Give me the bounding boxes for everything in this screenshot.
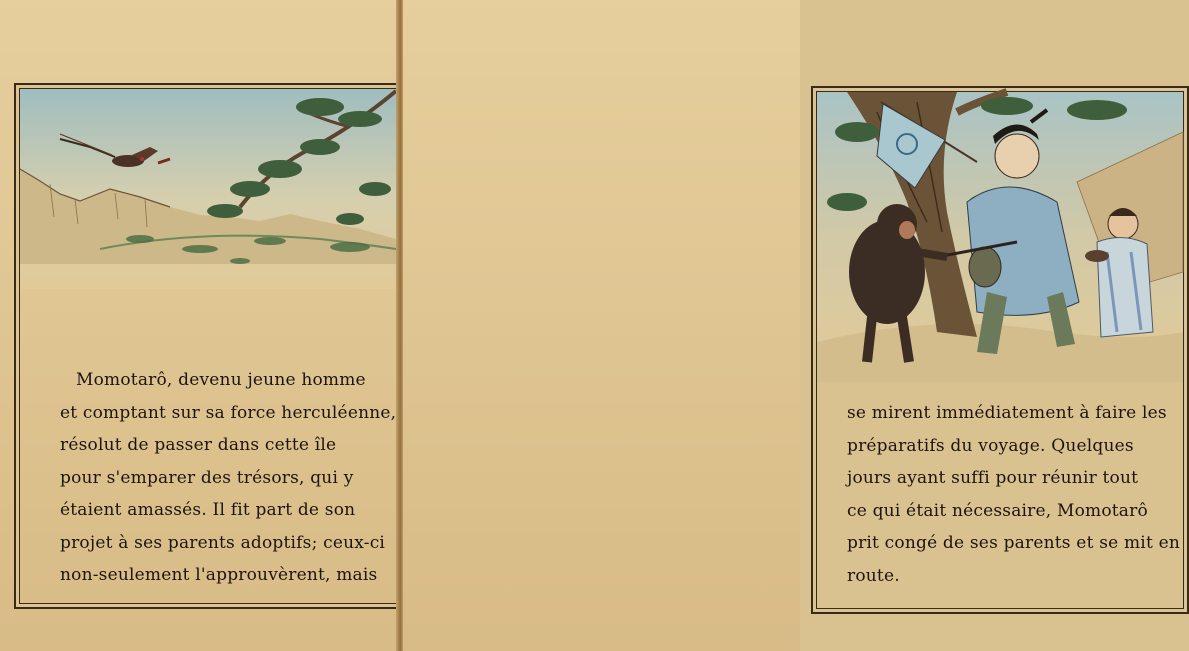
left-page-text [60,364,395,592]
text-line: route. [847,565,900,586]
momotaro-illustration [817,92,1183,382]
text-line: pour s'emparer des trésors, qui y [60,467,354,488]
text-line: ce qui était nécessaire, Momotarô [847,500,1148,521]
left-page [0,0,400,651]
text-line: préparatifs du voyage. Quelques [847,435,1134,456]
right-page-text [847,397,1180,592]
left-page-frame [14,83,402,609]
text-line: étaient amassés. Il fit part de son [60,500,356,520]
right-page [403,0,1180,651]
text-line: non-seulement l'approuvèrent, mais [60,565,378,585]
text-line: projet à ses parents adoptifs; ceux-ci [60,532,386,553]
text-line: prit congé de ses parents et se mit en [847,533,1180,553]
text-line: Momotarô, devenu jeune homme [76,370,366,390]
right-page-frame [811,86,1189,614]
text-line: jours ayant suffi pour réunir tout [847,468,1139,488]
text-line: se mirent immédiatement à faire les [847,403,1167,423]
landscape-illustration [20,89,396,289]
text-line: résolut de passer dans cette île [60,435,337,455]
text-line: et comptant sur sa force herculéenne, [60,402,397,423]
